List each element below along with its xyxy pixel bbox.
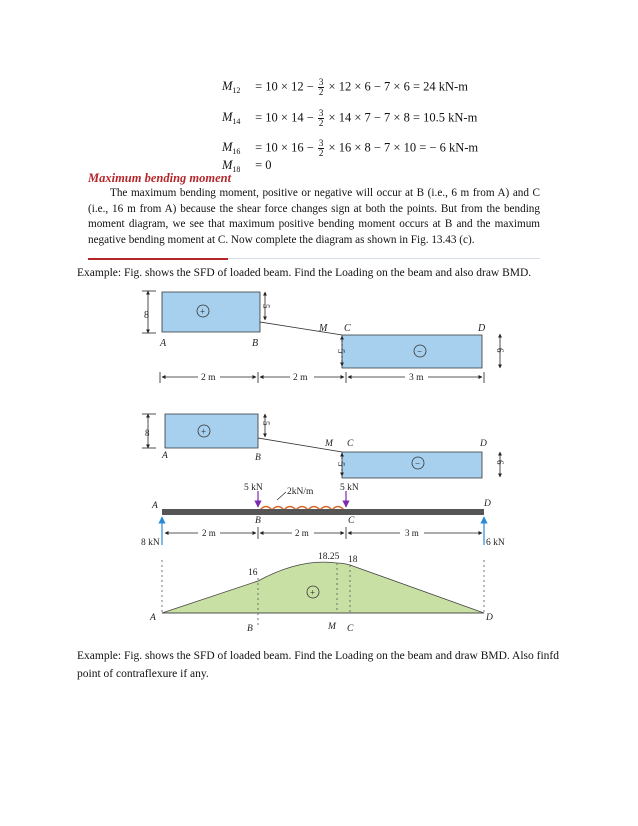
equation-m16: $M_{16} = 10 \times 16$ − $\frac{3}{2}$ × 16 × 8 − 7 × 10 = − 6 kN-m <box>222 138 479 158</box>
reaction-d-label: 6 kN <box>486 538 505 548</box>
udl-label: 2kN/m <box>287 487 314 497</box>
equation-m12: $M_{12} = 10 \times 12$ − $\frac{3}{2}$ × 12 × 6 − 7 × 6 = 24 kN-m <box>222 77 468 97</box>
label-m: M <box>325 439 333 449</box>
beam-dim-2m: 2 m <box>202 528 216 538</box>
beam-dim-2m-b: 2 m <box>295 528 309 538</box>
sfd-figure-1 <box>142 291 505 383</box>
label-b: B <box>252 338 259 349</box>
label-d: D <box>486 613 493 623</box>
dim-2m: 2 m <box>201 373 216 383</box>
sfd2-value-5: 5 <box>261 421 271 426</box>
bmd-figure <box>149 552 493 634</box>
sfd1-value-5: 5 <box>261 304 271 309</box>
equation-m18: $M_{18} = 0$ <box>222 158 272 174</box>
example-2-text: Example: Fig. shows the SFD of loaded beam. Find the Loading on the beam and draw BMD. Also finfd point of contraflexure if any. <box>77 650 559 680</box>
label-c: C <box>344 323 351 334</box>
bmd-region <box>162 562 484 613</box>
equation-m14: $M_{14} = 10 \times 14$ − $\frac{3}{2}$ × 14 × 7 − 7 × 8 = 10.5 kN-m <box>222 108 478 128</box>
section-paragraph: The maximum bending moment, positive or negative will occur at B (i.e., 6 m from A) and C (i.e., 16 m from A) because the shear force changes sign at both the points. But from the bending moment diagram, we see that maximum positive bending moment occurs at B and the maximum negative bending moment at C. Now complete the diagram as shown in Fig. 13.43 (c). <box>88 187 540 246</box>
label-b: B <box>247 624 253 634</box>
label-m: M <box>328 622 336 632</box>
label-a: A <box>160 338 167 349</box>
section-heading: Maximum bending moment <box>88 171 232 185</box>
bmd-value-b: 16 <box>248 568 258 578</box>
load-b-label: 5 kN <box>244 483 263 493</box>
beam-bar <box>162 509 484 515</box>
bmd-value-m: 18.25 <box>318 552 340 562</box>
loaded-beam <box>141 483 505 548</box>
svg-text:−: − <box>417 346 423 357</box>
sfd1-value-5b: 5 <box>336 349 346 354</box>
label-b: B <box>255 453 261 463</box>
label-a: A <box>150 613 156 623</box>
dim-2m-b: 2 m <box>293 373 308 383</box>
example-1-text: Example: Fig. shows the SFD of loaded beam. Find the Loading on the beam and also draw BMD. <box>77 267 532 279</box>
label-a: A <box>162 451 168 461</box>
label-d: D <box>484 499 491 509</box>
sfd1-value-6: 6 <box>495 348 505 353</box>
label-d: D <box>480 439 487 449</box>
load-c-label: 5 kN <box>340 483 359 493</box>
label-c: C <box>348 516 355 526</box>
label-c: C <box>347 624 354 634</box>
label-a: A <box>152 501 158 511</box>
beam-dim-3m: 3 m <box>405 528 419 538</box>
sfd-figure-2 <box>142 414 505 478</box>
label-d: D <box>478 323 486 334</box>
svg-text:+: + <box>200 306 206 317</box>
label-m: M <box>319 323 328 334</box>
svg-text:+: + <box>310 587 316 598</box>
svg-text:−: − <box>415 458 421 469</box>
sfd2-value-8: 8 <box>145 428 150 438</box>
sfd2-value-5b: 5 <box>336 462 346 467</box>
svg-text:+: + <box>201 426 207 437</box>
reaction-a-label: 8 kN <box>141 538 160 548</box>
bmd-value-c: 18 <box>348 555 358 565</box>
sfd2-region <box>165 414 482 478</box>
label-b: B <box>255 516 261 526</box>
sfd1-value-8: 8 <box>144 310 149 321</box>
label-c: C <box>347 439 354 449</box>
sfd2-value-6: 6 <box>495 460 505 465</box>
dim-3m: 3 m <box>409 373 424 383</box>
